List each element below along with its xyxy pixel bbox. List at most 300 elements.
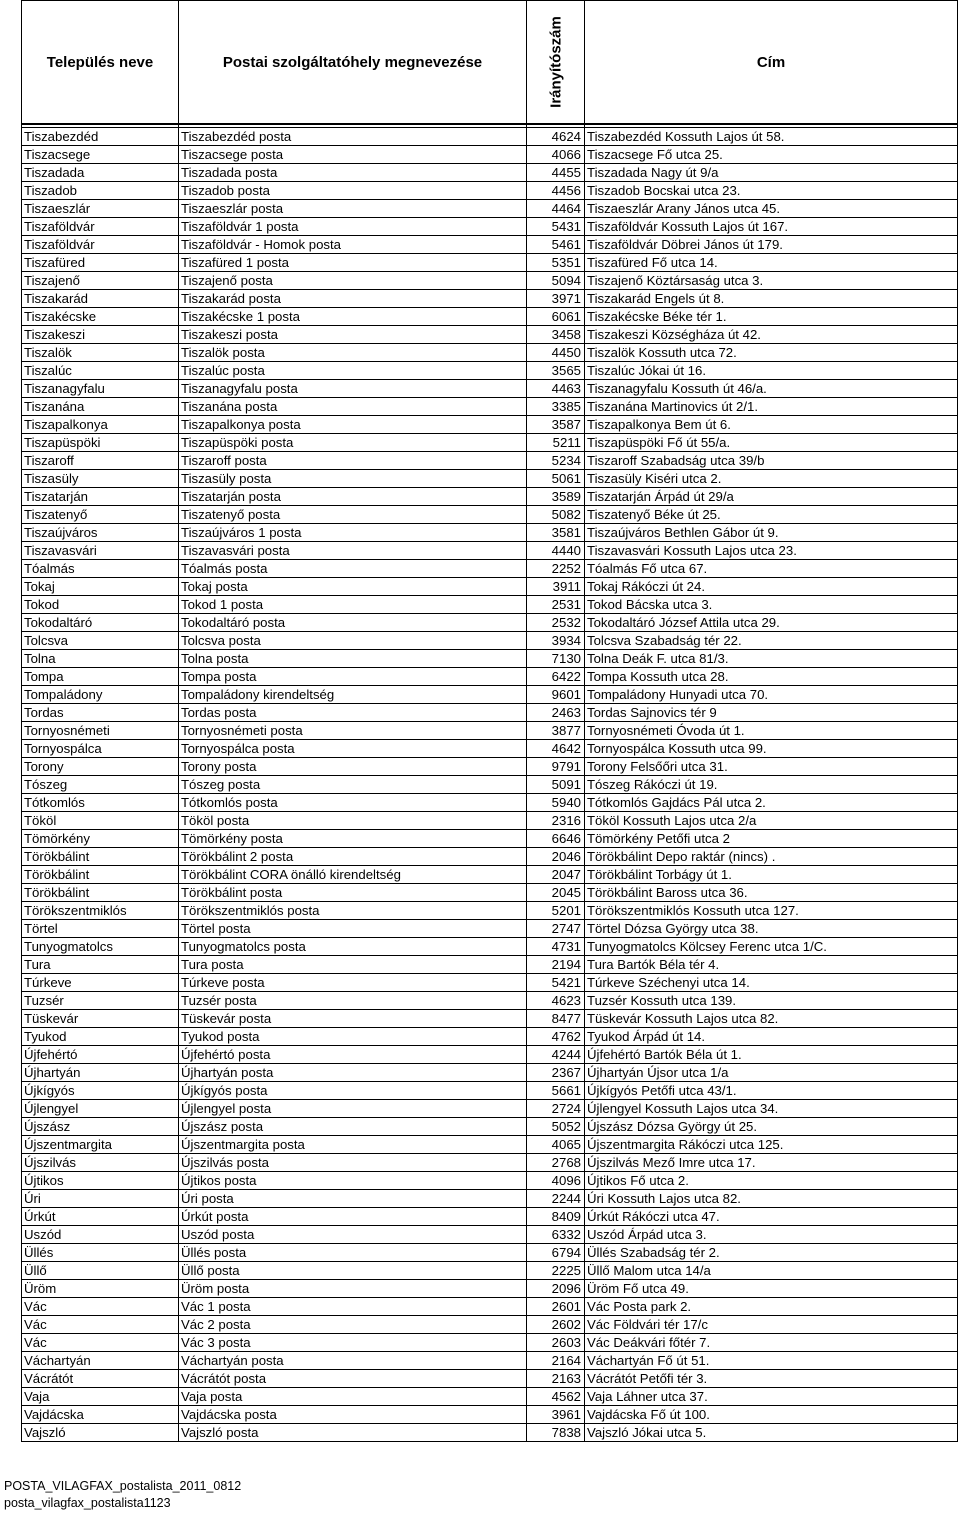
cell-address: Tiszanána Martinovics út 2/1.: [585, 398, 958, 416]
cell-settlement: Újtikos: [22, 1172, 179, 1190]
cell-settlement: Tiszafüred: [22, 254, 179, 272]
table-row: [22, 1388, 958, 1406]
cell-post-office: Újtikos posta: [179, 1172, 527, 1190]
table-row: [22, 848, 958, 866]
cell-address: Tököl Kossuth Lajos utca 2/a: [585, 812, 958, 830]
cell-address: Tiszacsege Fő utca 25.: [585, 146, 958, 164]
cell-postal-code: 9791: [527, 758, 585, 776]
table-row: [22, 524, 958, 542]
table-row: [22, 1262, 958, 1280]
cell-settlement: Tolna: [22, 650, 179, 668]
cell-post-office: Vajdácska posta: [179, 1406, 527, 1424]
cell-post-office: Tiszalök posta: [179, 344, 527, 362]
table-row: [22, 974, 958, 992]
cell-post-office: Újszász posta: [179, 1118, 527, 1136]
cell-post-office: Törtel posta: [179, 920, 527, 938]
cell-address: Tolcsva Szabadság tér 22.: [585, 632, 958, 650]
cell-address: Üröm Fő utca 49.: [585, 1280, 958, 1298]
table-row: [22, 1172, 958, 1190]
cell-postal-code: 8409: [527, 1208, 585, 1226]
cell-post-office: Uszód posta: [179, 1226, 527, 1244]
cell-address: Tokaj Rákóczi út 24.: [585, 578, 958, 596]
table-row: [22, 884, 958, 902]
cell-settlement: Tiszatarján: [22, 488, 179, 506]
table-row: [22, 1082, 958, 1100]
cell-settlement: Újszentmargita: [22, 1136, 179, 1154]
cell-settlement: Tiszaroff: [22, 452, 179, 470]
cell-postal-code: 4463: [527, 380, 585, 398]
cell-postal-code: 2463: [527, 704, 585, 722]
cell-post-office: Tornyospálca posta: [179, 740, 527, 758]
table-row: [22, 1028, 958, 1046]
cell-settlement: Tiszakécske: [22, 308, 179, 326]
cell-post-office: Tompa posta: [179, 668, 527, 686]
table-row: [22, 1154, 958, 1172]
cell-address: Vác Deákvári főtér 7.: [585, 1334, 958, 1352]
table-row: [22, 1352, 958, 1370]
table-row: [22, 632, 958, 650]
cell-postal-code: 4642: [527, 740, 585, 758]
cell-post-office: Váchartyán posta: [179, 1352, 527, 1370]
cell-settlement: Törtel: [22, 920, 179, 938]
table-row: [22, 920, 958, 938]
cell-address: Tokodaltáró József Attila utca 29.: [585, 614, 958, 632]
cell-settlement: Törökbálint: [22, 884, 179, 902]
cell-post-office: Vác 3 posta: [179, 1334, 527, 1352]
cell-address: Újfehértó Bartók Béla út 1.: [585, 1046, 958, 1064]
cell-settlement: Tiszanagyfalu: [22, 380, 179, 398]
cell-post-office: Tornyosnémeti posta: [179, 722, 527, 740]
cell-address: Váchartyán Fő út 51.: [585, 1352, 958, 1370]
table-row: [22, 614, 958, 632]
cell-postal-code: 2164: [527, 1352, 585, 1370]
table-header: [22, 1, 958, 125]
cell-post-office: Úri posta: [179, 1190, 527, 1208]
cell-postal-code: 8477: [527, 1010, 585, 1028]
cell-settlement: Vácrátót: [22, 1370, 179, 1388]
cell-postal-code: 2047: [527, 866, 585, 884]
cell-postal-code: 2244: [527, 1190, 585, 1208]
cell-settlement: Tököl: [22, 812, 179, 830]
cell-post-office: Tolna posta: [179, 650, 527, 668]
cell-settlement: Tömörkény: [22, 830, 179, 848]
cell-postal-code: 3971: [527, 290, 585, 308]
cell-settlement: Tordas: [22, 704, 179, 722]
cell-post-office: Torony posta: [179, 758, 527, 776]
cell-post-office: Újszentmargita posta: [179, 1136, 527, 1154]
cell-postal-code: 3961: [527, 1406, 585, 1424]
cell-postal-code: 2603: [527, 1334, 585, 1352]
cell-postal-code: 4623: [527, 992, 585, 1010]
cell-postal-code: 6061: [527, 308, 585, 326]
table-row: [22, 1280, 958, 1298]
table-row: [22, 416, 958, 434]
cell-post-office: Tompaládony kirendeltség: [179, 686, 527, 704]
cell-post-office: Vajszló posta: [179, 1424, 527, 1442]
table-row: [22, 812, 958, 830]
table-row: [22, 326, 958, 344]
cell-settlement: Vác: [22, 1334, 179, 1352]
cell-settlement: Tiszabezdéd: [22, 128, 179, 146]
cell-post-office: Tiszaföldvár 1 posta: [179, 218, 527, 236]
cell-settlement: Tótkomlós: [22, 794, 179, 812]
cell-postal-code: 2163: [527, 1370, 585, 1388]
cell-postal-code: 2252: [527, 560, 585, 578]
table-row: [22, 596, 958, 614]
cell-address: Tiszaroff Szabadság utca 39/b: [585, 452, 958, 470]
cell-address: Tószeg Rákóczi út 19.: [585, 776, 958, 794]
cell-post-office: Vác 2 posta: [179, 1316, 527, 1334]
cell-post-office: Újlengyel posta: [179, 1100, 527, 1118]
table-row: [22, 668, 958, 686]
cell-settlement: Váchartyán: [22, 1352, 179, 1370]
cell-postal-code: 5061: [527, 470, 585, 488]
cell-settlement: Tiszakeszi: [22, 326, 179, 344]
cell-address: Tiszakeszi Községháza út 42.: [585, 326, 958, 344]
cell-address: Újlengyel Kossuth Lajos utca 34.: [585, 1100, 958, 1118]
cell-address: Újtikos Fő utca 2.: [585, 1172, 958, 1190]
cell-address: Tiszabezdéd Kossuth Lajos út 58.: [585, 128, 958, 146]
cell-postal-code: 3581: [527, 524, 585, 542]
table-row: [22, 1136, 958, 1154]
table-row: [22, 164, 958, 182]
cell-address: Törökbálint Depo raktár (nincs) .: [585, 848, 958, 866]
cell-address: Tuzsér Kossuth utca 139.: [585, 992, 958, 1010]
cell-postal-code: 4244: [527, 1046, 585, 1064]
cell-postal-code: 2045: [527, 884, 585, 902]
cell-post-office: Túrkeve posta: [179, 974, 527, 992]
header-settlement-name: Település neve: [22, 1, 179, 125]
cell-postal-code: 4065: [527, 1136, 585, 1154]
cell-postal-code: 2096: [527, 1280, 585, 1298]
cell-postal-code: 2602: [527, 1316, 585, 1334]
cell-settlement: Tiszadob: [22, 182, 179, 200]
cell-post-office: Tiszalúc posta: [179, 362, 527, 380]
cell-settlement: Tokodaltáró: [22, 614, 179, 632]
cell-settlement: Üröm: [22, 1280, 179, 1298]
cell-settlement: Tokod: [22, 596, 179, 614]
table-row: [22, 506, 958, 524]
cell-settlement: Tiszajenő: [22, 272, 179, 290]
cell-address: Tiszaújváros Bethlen Gábor út 9.: [585, 524, 958, 542]
cell-postal-code: 4731: [527, 938, 585, 956]
table-row: [22, 722, 958, 740]
cell-settlement: Vác: [22, 1298, 179, 1316]
table-row: [22, 740, 958, 758]
cell-postal-code: 5201: [527, 902, 585, 920]
cell-address: Tiszajenő Köztársaság utca 3.: [585, 272, 958, 290]
cell-postal-code: 2724: [527, 1100, 585, 1118]
cell-settlement: Tornyosnémeti: [22, 722, 179, 740]
cell-postal-code: 2046: [527, 848, 585, 866]
table-row: [22, 200, 958, 218]
cell-settlement: Tiszaföldvár: [22, 218, 179, 236]
cell-post-office: Tömörkény posta: [179, 830, 527, 848]
cell-settlement: Tunyogmatolcs: [22, 938, 179, 956]
cell-settlement: Újfehértó: [22, 1046, 179, 1064]
cell-post-office: Tiszasüly posta: [179, 470, 527, 488]
cell-postal-code: 7838: [527, 1424, 585, 1442]
postal-table: [21, 0, 958, 1442]
table-row: [22, 758, 958, 776]
cell-address: Tiszaföldvár Döbrei János út 179.: [585, 236, 958, 254]
cell-settlement: Újszilvás: [22, 1154, 179, 1172]
table-body: [22, 124, 958, 1442]
table-row: [22, 452, 958, 470]
cell-post-office: Tokodaltáró posta: [179, 614, 527, 632]
cell-post-office: Újszilvás posta: [179, 1154, 527, 1172]
cell-settlement: Tuzsér: [22, 992, 179, 1010]
cell-address: Törökbálint Baross utca 36.: [585, 884, 958, 902]
cell-address: Túrkeve Széchenyi utca 14.: [585, 974, 958, 992]
cell-settlement: Tiszapalkonya: [22, 416, 179, 434]
cell-post-office: Tuzsér posta: [179, 992, 527, 1010]
cell-postal-code: 9601: [527, 686, 585, 704]
cell-postal-code: 4455: [527, 164, 585, 182]
cell-settlement: Tiszaeszlár: [22, 200, 179, 218]
cell-post-office: Tiszacsege posta: [179, 146, 527, 164]
table-row: [22, 776, 958, 794]
cell-post-office: Tószeg posta: [179, 776, 527, 794]
cell-postal-code: 3565: [527, 362, 585, 380]
cell-post-office: Tiszapüspöki posta: [179, 434, 527, 452]
cell-post-office: Üröm posta: [179, 1280, 527, 1298]
cell-postal-code: 6646: [527, 830, 585, 848]
cell-settlement: Tiszaújváros: [22, 524, 179, 542]
table-row: [22, 470, 958, 488]
cell-postal-code: 4562: [527, 1388, 585, 1406]
cell-address: Torony Felsőőri utca 31.: [585, 758, 958, 776]
table-row: [22, 560, 958, 578]
table-row: [22, 1118, 958, 1136]
cell-postal-code: 2747: [527, 920, 585, 938]
cell-postal-code: 2768: [527, 1154, 585, 1172]
cell-settlement: Tiszanána: [22, 398, 179, 416]
cell-postal-code: 3934: [527, 632, 585, 650]
cell-settlement: Újszász: [22, 1118, 179, 1136]
cell-address: Vác Posta park 2.: [585, 1298, 958, 1316]
cell-postal-code: 2316: [527, 812, 585, 830]
table-row: [22, 542, 958, 560]
cell-settlement: Tiszaföldvár: [22, 236, 179, 254]
cell-settlement: Üllő: [22, 1262, 179, 1280]
cell-post-office: Üllés posta: [179, 1244, 527, 1262]
footer-line-2: posta_vilagfax_postalista1123: [4, 1496, 171, 1510]
cell-address: Tiszadob Bocskai utca 23.: [585, 182, 958, 200]
cell-address: Tiszavasvári Kossuth Lajos utca 23.: [585, 542, 958, 560]
cell-address: Tompaládony Hunyadi utca 70.: [585, 686, 958, 704]
cell-postal-code: 5211: [527, 434, 585, 452]
table-row: [22, 1370, 958, 1388]
table-row: [22, 182, 958, 200]
cell-postal-code: 5082: [527, 506, 585, 524]
table-row: [22, 434, 958, 452]
footer-line-1: POSTA_VILAGFAX_postalista_2011_0812: [4, 1479, 242, 1493]
cell-postal-code: 5431: [527, 218, 585, 236]
cell-post-office: Tura posta: [179, 956, 527, 974]
table-row: [22, 794, 958, 812]
cell-address: Újszász Dózsa György út 25.: [585, 1118, 958, 1136]
table-row: [22, 1298, 958, 1316]
cell-settlement: Vaja: [22, 1388, 179, 1406]
table-row: [22, 344, 958, 362]
cell-postal-code: 5661: [527, 1082, 585, 1100]
cell-postal-code: 5234: [527, 452, 585, 470]
cell-post-office: Újfehértó posta: [179, 1046, 527, 1064]
table-row: [22, 1046, 958, 1064]
cell-address: Tótkomlós Gajdács Pál utca 2.: [585, 794, 958, 812]
table-row: [22, 1226, 958, 1244]
table-row: [22, 704, 958, 722]
cell-address: Tiszalök Kossuth utca 72.: [585, 344, 958, 362]
cell-postal-code: 4464: [527, 200, 585, 218]
table-row: [22, 1100, 958, 1118]
cell-post-office: Vácrátót posta: [179, 1370, 527, 1388]
cell-postal-code: 2194: [527, 956, 585, 974]
cell-address: Tiszapüspöki Fő út 55/a.: [585, 434, 958, 452]
cell-address: Újszilvás Mező Imre utca 17.: [585, 1154, 958, 1172]
cell-post-office: Tunyogmatolcs posta: [179, 938, 527, 956]
table-row: [22, 650, 958, 668]
table-row: [22, 1424, 958, 1442]
cell-postal-code: 4096: [527, 1172, 585, 1190]
cell-post-office: Tiszadada posta: [179, 164, 527, 182]
cell-address: Vajszló Jókai utca 5.: [585, 1424, 958, 1442]
cell-settlement: Tiszalök: [22, 344, 179, 362]
cell-post-office: Tiszatenyő posta: [179, 506, 527, 524]
cell-postal-code: 7130: [527, 650, 585, 668]
cell-address: Tiszalúc Jókai út 16.: [585, 362, 958, 380]
cell-postal-code: 2531: [527, 596, 585, 614]
cell-address: Újkígyós Petőfi utca 43/1.: [585, 1082, 958, 1100]
cell-postal-code: 5091: [527, 776, 585, 794]
cell-post-office: Tiszakécske 1 posta: [179, 308, 527, 326]
cell-address: Tolna Deák F. utca 81/3.: [585, 650, 958, 668]
cell-settlement: Tompa: [22, 668, 179, 686]
table-row: [22, 398, 958, 416]
cell-address: Üllő Malom utca 14/a: [585, 1262, 958, 1280]
cell-address: Tiszasüly Kiséri utca 2.: [585, 470, 958, 488]
cell-postal-code: 4624: [527, 128, 585, 146]
cell-address: Törökszentmiklós Kossuth utca 127.: [585, 902, 958, 920]
cell-post-office: Tiszatarján posta: [179, 488, 527, 506]
table-row: [22, 146, 958, 164]
cell-post-office: Tokaj posta: [179, 578, 527, 596]
cell-post-office: Vaja posta: [179, 1388, 527, 1406]
cell-postal-code: 4456: [527, 182, 585, 200]
cell-post-office: Újhartyán posta: [179, 1064, 527, 1082]
cell-post-office: Tokod 1 posta: [179, 596, 527, 614]
cell-address: Tornyosnémeti Óvoda út 1.: [585, 722, 958, 740]
table-row: [22, 902, 958, 920]
cell-address: Vácrátót Petőfi tér 3.: [585, 1370, 958, 1388]
header-address: Cím: [585, 1, 958, 125]
table-row: [22, 1190, 958, 1208]
cell-postal-code: 5461: [527, 236, 585, 254]
cell-postal-code: 4440: [527, 542, 585, 560]
cell-post-office: Tiszaroff posta: [179, 452, 527, 470]
cell-post-office: Tiszabezdéd posta: [179, 128, 527, 146]
cell-settlement: Tóalmás: [22, 560, 179, 578]
table-row: [22, 1208, 958, 1226]
cell-settlement: Tiszasüly: [22, 470, 179, 488]
table-row: [22, 236, 958, 254]
cell-settlement: Tornyospálca: [22, 740, 179, 758]
cell-post-office: Tordas posta: [179, 704, 527, 722]
cell-post-office: Tiszakarád posta: [179, 290, 527, 308]
table-row: [22, 290, 958, 308]
cell-post-office: Törökbálint posta: [179, 884, 527, 902]
cell-postal-code: 3458: [527, 326, 585, 344]
table-row: [22, 1010, 958, 1028]
cell-settlement: Vajszló: [22, 1424, 179, 1442]
cell-address: Törtel Dózsa György utca 38.: [585, 920, 958, 938]
cell-postal-code: 3911: [527, 578, 585, 596]
cell-address: Törökbálint Torbágy út 1.: [585, 866, 958, 884]
cell-settlement: Tiszapüspöki: [22, 434, 179, 452]
cell-settlement: Tokaj: [22, 578, 179, 596]
cell-post-office: Törökszentmiklós posta: [179, 902, 527, 920]
cell-address: Tiszaföldvár Kossuth Lajos út 167.: [585, 218, 958, 236]
cell-post-office: Tüskevár posta: [179, 1010, 527, 1028]
table-row: [22, 578, 958, 596]
cell-address: Tömörkény Petőfi utca 2: [585, 830, 958, 848]
cell-settlement: Vác: [22, 1316, 179, 1334]
cell-settlement: Túrkeve: [22, 974, 179, 992]
cell-post-office: Tiszanagyfalu posta: [179, 380, 527, 398]
cell-post-office: Tóalmás posta: [179, 560, 527, 578]
cell-post-office: Tyukod posta: [179, 1028, 527, 1046]
cell-settlement: Tyukod: [22, 1028, 179, 1046]
cell-post-office: Tolcsva posta: [179, 632, 527, 650]
table-row: [22, 866, 958, 884]
cell-post-office: Vác 1 posta: [179, 1298, 527, 1316]
cell-postal-code: 4450: [527, 344, 585, 362]
cell-address: Vác Földvári tér 17/c: [585, 1316, 958, 1334]
cell-settlement: Tószeg: [22, 776, 179, 794]
table-row: [22, 308, 958, 326]
cell-settlement: Tiszavasvári: [22, 542, 179, 560]
header-postal-code-label: Irányítószám: [547, 16, 564, 108]
cell-settlement: Tiszatenyő: [22, 506, 179, 524]
table-row: [22, 1064, 958, 1082]
cell-address: Tokod Bácska utca 3.: [585, 596, 958, 614]
cell-settlement: Tüskevár: [22, 1010, 179, 1028]
cell-postal-code: 3385: [527, 398, 585, 416]
cell-postal-code: 3877: [527, 722, 585, 740]
cell-address: Tóalmás Fő utca 67.: [585, 560, 958, 578]
cell-address: Tiszafüred Fő utca 14.: [585, 254, 958, 272]
cell-post-office: Üllő posta: [179, 1262, 527, 1280]
cell-postal-code: 2601: [527, 1298, 585, 1316]
cell-address: Tompa Kossuth utca 28.: [585, 668, 958, 686]
page-footer: [4, 1478, 241, 1512]
cell-address: Tyukod Árpád út 14.: [585, 1028, 958, 1046]
cell-postal-code: 5094: [527, 272, 585, 290]
cell-address: Újszentmargita Rákóczi utca 125.: [585, 1136, 958, 1154]
cell-post-office: Tököl posta: [179, 812, 527, 830]
cell-postal-code: 2225: [527, 1262, 585, 1280]
table-row: [22, 830, 958, 848]
table-row: [22, 488, 958, 506]
cell-postal-code: 2532: [527, 614, 585, 632]
cell-address: Uszód Árpád utca 3.: [585, 1226, 958, 1244]
cell-address: Tiszadada Nagy út 9/a: [585, 164, 958, 182]
cell-address: Tornyospálca Kossuth utca 99.: [585, 740, 958, 758]
header-post-office-name: Postai szolgáltatóhely megnevezése: [179, 1, 527, 125]
cell-address: Tunyogmatolcs Kölcsey Ferenc utca 1/C.: [585, 938, 958, 956]
cell-address: Tiszapalkonya Bem út 6.: [585, 416, 958, 434]
